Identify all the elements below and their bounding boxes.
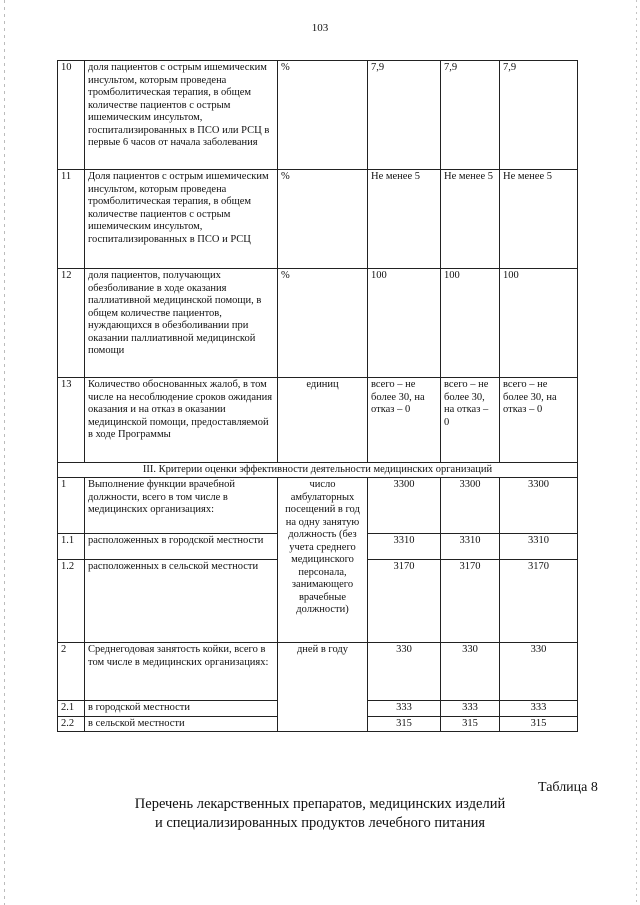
value-year-2: 333 [441,701,500,717]
value-year-1: всего – не более 30, на отказ – 0 [368,378,441,463]
table-row [58,269,578,378]
indicator-name: доля пациентов с острым ишемическим инсультом, которым проведена тромболитическая терапия, в общем количестве пациентов с острым ишемическим инсультом, госпитализированных в ПСО или РСЦ в первые 6 часов от начала заболевания [85,61,278,170]
value-year-2: 7,9 [441,61,500,170]
table-row [58,643,578,701]
value-year-1: 100 [368,269,441,378]
value-year-1: 7,9 [368,61,441,170]
value-year-2: Не менее 5 [441,170,500,269]
value-year-3: 3300 [500,478,578,534]
unit-cell: % [278,269,368,378]
value-year-2: 315 [441,716,500,732]
table-8-title-line-2: и специализированных продуктов лечебного питания [154,815,486,831]
row-number: 1 [58,478,85,534]
value-year-1: 333 [368,701,441,717]
value-year-3: 330 [500,643,578,701]
value-year-3: всего – не более 30, на отказ – 0 [500,378,578,463]
value-year-1: 3300 [368,478,441,534]
row-number: 10 [58,61,85,170]
row-number: 11 [58,170,85,269]
value-year-3: 7,9 [500,61,578,170]
value-year-1: 3170 [368,560,441,643]
value-year-3: 3310 [500,534,578,560]
value-year-2: 3170 [441,560,500,643]
value-year-2: 3310 [441,534,500,560]
table-row [58,170,578,269]
value-year-1: 315 [368,716,441,732]
row-number: 2 [58,643,85,701]
table-8-label: Таблица 8 [538,780,598,795]
row-number: 2.2 [58,716,85,732]
row-number: 13 [58,378,85,463]
unit-cell: % [278,170,368,269]
indicator-name: Выполнение функции врачебной должности, всего в том числе в медицинских организациях: [85,478,278,534]
table-8-title-line-1: Перечень лекарственных препаратов, медицинских изделий [134,796,506,812]
indicator-name: в сельской местности [85,716,278,732]
indicator-name: доля пациентов, получающих обезболивание в ходе оказания паллиативной медицинской помощи, в общем количестве пациентов, нуждающихся в обезболивании при оказании паллиативной медицинской помощи [85,269,278,378]
table-row [58,61,578,170]
row-number: 12 [58,269,85,378]
value-year-3: 315 [500,716,578,732]
scan-edge-right [636,0,637,905]
row-number: 1.2 [58,560,85,643]
value-year-1: Не менее 5 [368,170,441,269]
value-year-3: 333 [500,701,578,717]
table-row [58,478,578,534]
table-row [58,378,578,463]
value-year-2: 3300 [441,478,500,534]
indicator-name: расположенных в городской местности [85,534,278,560]
section-title: III. Критерии оценки эффективности деятельности медицинских организаций [58,463,578,478]
value-year-2: 100 [441,269,500,378]
value-year-2: всего – не более 30, на отказ – 0 [441,378,500,463]
criteria-table [57,60,578,732]
value-year-1: 330 [368,643,441,701]
value-year-3: Не менее 5 [500,170,578,269]
value-year-3: 3170 [500,560,578,643]
indicator-name: Доля пациентов с острым ишемическим инсультом, которым проведена тромболитическая терапия, в общем количестве пациентов с острым ишемическим инсультом, госпитализированных в ПСО и РСЦ [85,170,278,269]
page-number: 103 [311,22,329,34]
section-heading-row [58,463,578,478]
row-number: 1.1 [58,534,85,560]
unit-cell: единиц [278,378,368,463]
indicator-name: расположенных в сельской местности [85,560,278,643]
value-year-1: 3310 [368,534,441,560]
value-year-3: 100 [500,269,578,378]
indicator-name: Количество обоснованных жалоб, в том числе на несоблюдение сроков ожидания оказания и на отказ в оказании медицинской помощи, предоставляемой в ходе Программы [85,378,278,463]
unit-cell: % [278,61,368,170]
row-number: 2.1 [58,701,85,717]
indicator-name: в городской местности [85,701,278,717]
indicator-name: Среднегодовая занятость койки, всего в том числе в медицинских организациях: [85,643,278,701]
scan-edge-left [4,0,5,905]
unit-cell: дней в году [278,643,368,732]
value-year-2: 330 [441,643,500,701]
unit-cell: число амбулаторных посещений в год на одну занятую должность (без учета среднего медицинского персонала, занимающего врачебные должности) [278,478,368,643]
